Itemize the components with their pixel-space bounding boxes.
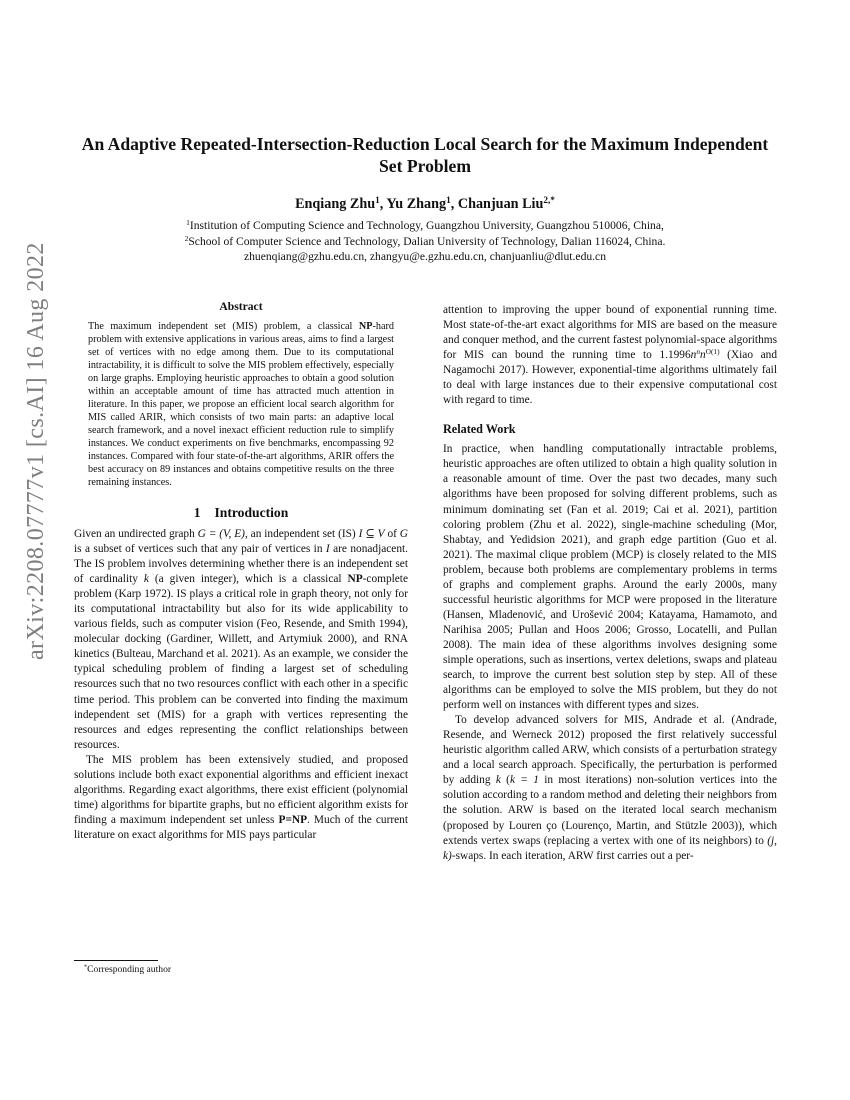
math-superscript: n: [696, 347, 700, 357]
author-separator: ,: [379, 196, 387, 212]
footnote-mark: *: [84, 963, 88, 971]
footnote-text: Corresponding author: [87, 964, 172, 975]
footnote-rule: [74, 960, 158, 961]
math-inline: n: [700, 349, 706, 362]
math-inline: I ⊆ V: [358, 528, 385, 540]
affiliation-mark: 2: [184, 233, 189, 243]
math-inline: I: [325, 543, 330, 556]
left-column: [74, 300, 408, 843]
subsection-heading-related-work: Related Work: [443, 422, 516, 437]
right-column: [443, 303, 777, 864]
text-run: , an independent set (IS): [244, 528, 359, 540]
intro-paragraph-2: [74, 753, 408, 843]
related-work-paragraph-1: In practice, when handling computationally intractable problems, heuristic approaches are often utilized to obtain a high quality solution in a reasonable amount of time. Over the past two decades, many such algorithms have been proposed for solving different problems, such as minimum dominating set (Fan et al. 2019; Cai et al. 2021), partition coloring problem (Zhu et al. 2022), single-machine scheduling (Mor, Shabtay, and Yedidsion 2021), and graph edge partition (Guo et al. 2021). The maximal clique problem (MCP) is closely related to the MIS problem, because both problems are complementary problems in terms of graphs and complement graphs. Around the early 2000s, many successful heuristic algorithms for MCP were proposed in the literature (Hansen, Mladenović, and Urošević 2004; Katayama, Hamamoto, and Narihisa 2005; Pullan and Hoos 2006; Grosso, Locatelli, and Pullan 2008). The main idea of these algorithms involves designing some simple operations, such as insertions, vertex deletions, swaps and plateau search, to improve the current best solution step by step. All of these algorithms can be employed to solve the MIS problem, but they do not perform well on instances with different types and sizes.: [443, 443, 777, 712]
text-run: are nonadjacent. The IS problem involves determining whether there is an independent set of cardinality: [74, 543, 408, 586]
math-inline: G = (V, E): [197, 528, 245, 540]
author-name: Enqiang Zhu: [295, 196, 376, 212]
math-inline: k = 1: [509, 774, 539, 787]
author-affiliation-mark: 1: [375, 194, 380, 205]
affiliation-line: [70, 218, 780, 234]
math-superscript: O(1): [705, 347, 720, 357]
author-name: Chanjuan Liu: [457, 196, 544, 212]
text-run: (a given integer), which is a classical: [148, 573, 348, 586]
intro-paragraph-1: [74, 527, 408, 753]
author-emails: zhuenqiang@gzhu.edu.cn, zhangyu@e.gzhu.edu.cn, chanjuanliu@dlut.edu.cn: [243, 250, 607, 263]
text-run: attention to improving the upper bound of exponential running time. Most state-of-the-art exact algorithms for MIS are based on the measure and conquer method, and the current fastest polynomial-space algorithms for MIS can bound the running time to: [443, 304, 777, 362]
arxiv-identifier-stamp: arXiv:2208.07777v1 [cs.AI] 16 Aug 2022: [23, 242, 49, 660]
text-run: -complete problem (Karp 1972). IS plays a critical role in graph theory, not only for its computational intractability but also for its wide applicability to various fields, such as computer vision (Feo, Resende, and Smith 1994), molecular docking (Gardiner, Willett, and Artymiuk 2000), and RNA kinetics (Bulteau, Marchand et al. 2021). As an example, we consider the typical scheduling problem of finding a largest set of scheduling resources such that no two resources conflict with each other in a specific time period. This problem can be converted into finding the maximum independent set (MIS) for a graph with vertices representing the resources and edges representing the conflict relationships between resources.: [74, 573, 408, 751]
section-heading-introduction: [74, 505, 408, 521]
affiliation-line: [70, 234, 780, 250]
math-inline: n: [690, 349, 697, 362]
author-affiliation-mark: 2,*: [543, 194, 555, 205]
text-run: (: [500, 774, 510, 787]
related-work-paragraph-2: [443, 713, 777, 863]
author-affiliation-mark: 1: [446, 194, 451, 205]
author-separator: ,: [450, 196, 458, 212]
text-run: The MIS problem has been extensively studied, and proposed solutions include both exact exponential algorithms and efficient inexact algorithms. Regarding exact algorithms, there exist efficient (polynomial time) algorithms for bipartite graphs, but no efficient algorithm exists for finding a maximum independent set unless: [74, 753, 408, 826]
math-inline: 1.1996: [659, 349, 691, 362]
text-run: To develop advanced solvers for MIS, Andrade et al. (Andrade, Resende, and Werneck 2012) proposed the first relatively successful heuristic algorithm called ARW, which consists of a perturbation strategy and a local search approach. Specifically, the perturbation is performed by adding: [443, 714, 777, 787]
text-run: (Xiao and Nagamochi 2017). However, exponential-time algorithms ultimately fail to deal with large instances due to their expensive computational cost with regard to time.: [443, 349, 777, 407]
text-run: Given an undirected graph: [74, 528, 198, 540]
text-run: The maximum independent set (MIS) problem, a classical: [88, 321, 359, 332]
p-equals-np-term: P=NP: [278, 813, 308, 826]
affiliation-text: Institution of Computing Science and Technology, Guangzhou University, Guangzhou 510006, China,: [189, 219, 664, 232]
text-run: . Much of the current literature on exact algorithms for MIS pays particular: [74, 813, 408, 841]
math-inline: G: [399, 528, 408, 540]
np-term: NP: [358, 321, 373, 332]
math-inline: k: [143, 573, 149, 586]
np-term: NP: [347, 573, 363, 586]
text-run: is a subset of vertices such that any pair of vertices in: [74, 543, 326, 556]
affiliations: [70, 218, 780, 265]
text-run: -hard problem with extensive applications in various areas, aims to find a largest set of vertices with no edge among them. Due to its computational intractability, it is difficult to solve the MIS problem effectively, especially on large graphs. Employing heuristic approaches to obtain a good solution within an acceptable amount of time has attracted much attention in literature. In this paper, we propose an efficient local search algorithm for MIS called ARIR, which consists of two main parts: an adaptive local search framework, and a novel inexact efficient reduction rule to simplify instances. We conduct experiments on five benchmarks, encompassing 92 instances. Compared with four state-of-the-art algorithms, ARIR offers the best accuracy on 89 instances and obtains competitive results on the three remaining instances.: [88, 321, 394, 488]
paper-title: An Adaptive Repeated-Intersection-Reduction Local Search for the Maximum Independent Set Problem: [81, 134, 769, 176]
author-name: Yu Zhang: [386, 196, 447, 212]
text-run: -swaps. In each iteration, ARW first carries out a per-: [451, 849, 694, 862]
affiliation-mark: 1: [186, 217, 190, 227]
abstract-body: [88, 320, 394, 489]
text-run: of: [384, 528, 400, 540]
abstract-heading: Abstract: [219, 300, 263, 313]
author-list: [80, 196, 770, 213]
footnote: [84, 964, 171, 975]
math-inline: k: [495, 774, 501, 787]
section-number: 1: [193, 505, 201, 520]
section-title-text: Introduction: [214, 505, 289, 520]
intro-paragraph-3: [443, 303, 777, 408]
affiliation-text: School of Computer Science and Technology, Dalian University of Technology, Dalian 116024, China.: [188, 234, 666, 248]
text-run: in most iterations) non-solution vertices into the solution according to a random method and deleting their neighbors from the solution. ARW is based on the iterated local search mechanism (proposed by Louren ço (Lourenço, Martin, and Stützle 2003)), which extends vertex swaps (replacing a vertex with one of its neighbors) to: [443, 774, 777, 847]
math-inline: (j, k): [443, 834, 777, 862]
